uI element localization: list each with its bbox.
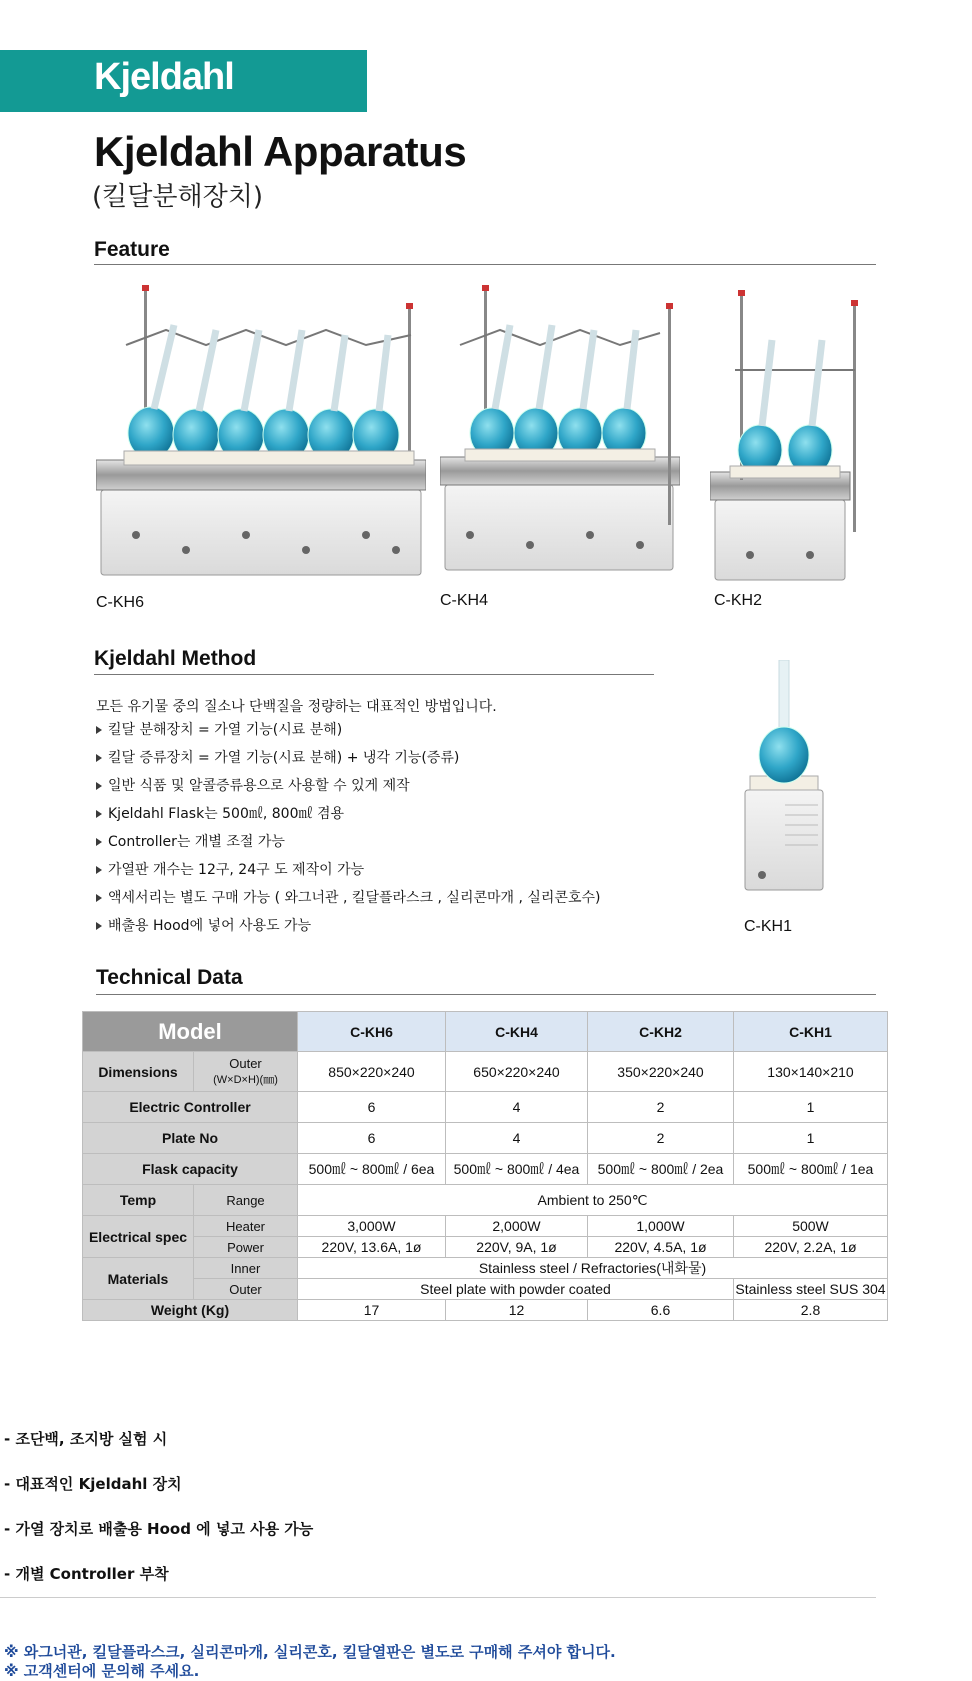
flask-label: Flask capacity <box>83 1154 298 1185</box>
table-row <box>83 1300 888 1321</box>
table-cell: 6.6 <box>588 1300 734 1321</box>
table-cell: 220V, 13.6A, 1ø <box>298 1237 446 1258</box>
table-row <box>83 1154 888 1185</box>
heater-label: Heater <box>194 1216 298 1237</box>
method-divider <box>94 674 654 675</box>
table-cell: 500㎖ ~ 800㎖ / 6ea <box>298 1154 446 1185</box>
table-row <box>83 1052 888 1092</box>
list-item: Kjeldahl Flask는 500㎖, 800㎖ 겸용 <box>96 804 600 832</box>
list-item: 일반 식품 및 알콜증류용으로 사용할 수 있게 제작 <box>96 776 600 804</box>
list-item: - 조단백, 조지방 실험 시 <box>4 1430 168 1448</box>
plate-label: Plate No <box>83 1123 298 1154</box>
table-cell: 3,000W <box>298 1216 446 1237</box>
table-row <box>83 1279 888 1300</box>
table-cell: 12 <box>446 1300 588 1321</box>
outer-value-b: Stainless steel SUS 304 <box>734 1279 888 1300</box>
tech-divider <box>96 994 876 995</box>
dimensions-sub-line2: (W×D×H)(㎜) <box>213 1074 278 1086</box>
inner-value: Stainless steel / Refractories(내화물) <box>298 1258 888 1279</box>
list-item: 킬달 증류장치 = 가열 기능(시료 분해) + 냉각 기능(증류) <box>96 748 600 776</box>
temp-value: Ambient to 250℃ <box>298 1185 888 1216</box>
dimensions-sub <box>194 1052 298 1092</box>
table-cell: 850×220×240 <box>298 1052 446 1092</box>
table-cell: 500㎖ ~ 800㎖ / 1ea <box>734 1154 888 1185</box>
temp-label: Temp <box>83 1185 194 1216</box>
list-item: Controller는 개별 조절 가능 <box>96 832 600 860</box>
dimensions-label: Dimensions <box>83 1052 194 1092</box>
model-c-kh6: C-KH6 <box>298 1012 446 1052</box>
table-cell: 1 <box>734 1123 888 1154</box>
caption-c-kh4: C-KH4 <box>440 592 489 609</box>
table-row <box>83 1123 888 1154</box>
list-item: 액세서리는 별도 구매 가능 ( 와그너관 , 킬달플라스크 , 실리콘마개 , 실리콘호수) <box>96 888 600 916</box>
technical-data-table <box>82 1011 888 1321</box>
feature-heading: Feature <box>94 238 170 261</box>
temp-sub: Range <box>194 1185 298 1216</box>
table-cell: 1,000W <box>588 1216 734 1237</box>
table-cell: 500W <box>734 1216 888 1237</box>
category-banner <box>0 50 367 112</box>
tech-heading: Technical Data <box>96 966 243 989</box>
table-cell: 130×140×210 <box>734 1052 888 1092</box>
list-item: - 개별 Controller 부착 <box>4 1565 169 1583</box>
table-cell: 500㎖ ~ 800㎖ / 2ea <box>588 1154 734 1185</box>
table-cell: 500㎖ ~ 800㎖ / 4ea <box>446 1154 588 1185</box>
list-item: 킬달 분해장치 = 가열 기능(시료 분해) <box>96 720 600 748</box>
table-row <box>83 1092 888 1123</box>
table-cell: 650×220×240 <box>446 1052 588 1092</box>
method-intro: 모든 유기물 중의 질소나 단백질을 정량하는 대표적인 방법입니다. <box>96 699 497 715</box>
materials-label: Materials <box>83 1258 194 1300</box>
method-heading: Kjeldahl Method <box>94 647 257 670</box>
table-cell: 6 <box>298 1123 446 1154</box>
table-cell: 1 <box>734 1092 888 1123</box>
model-c-kh2: C-KH2 <box>588 1012 734 1052</box>
table-cell: 4 <box>446 1123 588 1154</box>
table-row <box>83 1216 888 1237</box>
c-kh4-photo <box>440 285 680 585</box>
weight-label: Weight (Kg) <box>83 1300 298 1321</box>
table-row <box>83 1012 888 1052</box>
table-cell: 6 <box>298 1092 446 1123</box>
product-subtitle: (킬달분해장치) <box>92 182 263 212</box>
table-row <box>83 1185 888 1216</box>
table-cell: 350×220×240 <box>588 1052 734 1092</box>
model-c-kh4: C-KH4 <box>446 1012 588 1052</box>
c-kh6-photo <box>96 285 426 585</box>
product-title: Kjeldahl Apparatus <box>94 128 467 175</box>
table-row <box>83 1237 888 1258</box>
table-row <box>83 1258 888 1279</box>
c-kh1-photo <box>740 660 830 900</box>
model-header: Model <box>83 1012 298 1052</box>
footer-line-2: ※ 고객센터에 문의해 주세요. <box>4 1662 200 1680</box>
dimensions-sub-line1: Outer <box>229 1056 262 1071</box>
list-item: 배출용 Hood에 넣어 사용도 가능 <box>96 916 600 944</box>
inner-label: Inner <box>194 1258 298 1279</box>
caption-c-kh6: C-KH6 <box>96 594 145 611</box>
model-c-kh1: C-KH1 <box>734 1012 888 1052</box>
table-cell: 2 <box>588 1092 734 1123</box>
table-cell: 2 <box>588 1123 734 1154</box>
table-cell: 17 <box>298 1300 446 1321</box>
method-bullet-list <box>96 720 600 944</box>
controller-label: Electric Controller <box>83 1092 298 1123</box>
list-item: 가열판 개수는 12구, 24구 도 제작이 가능 <box>96 860 600 888</box>
table-cell: 220V, 2.2A, 1ø <box>734 1237 888 1258</box>
category-label: Kjeldahl <box>94 56 234 98</box>
c-kh2-photo <box>710 290 860 590</box>
table-cell: 220V, 9A, 1ø <box>446 1237 588 1258</box>
outer-value-a: Steel plate with powder coated <box>298 1279 734 1300</box>
footer-line-1: ※ 와그너관, 킬달플라스크, 실리콘마개, 실리콘호, 킬달열판은 별도로 구매해 주셔야 합니다. <box>4 1643 616 1661</box>
elec-label: Electrical spec <box>83 1216 194 1258</box>
caption-c-kh1: C-KH1 <box>744 918 793 935</box>
table-cell: 2.8 <box>734 1300 888 1321</box>
list-item: - 대표적인 Kjeldahl 장치 <box>4 1475 182 1493</box>
feature-divider <box>94 264 876 265</box>
power-label: Power <box>194 1237 298 1258</box>
notes-list <box>4 1428 313 1608</box>
table-cell: 220V, 4.5A, 1ø <box>588 1237 734 1258</box>
table-cell: 2,000W <box>446 1216 588 1237</box>
table-cell: 4 <box>446 1092 588 1123</box>
notes-divider <box>0 1597 876 1598</box>
caption-c-kh2: C-KH2 <box>714 592 763 609</box>
outer-label: Outer <box>194 1279 298 1300</box>
list-item: - 가열 장치로 배출용 Hood 에 넣고 사용 가능 <box>4 1520 314 1538</box>
